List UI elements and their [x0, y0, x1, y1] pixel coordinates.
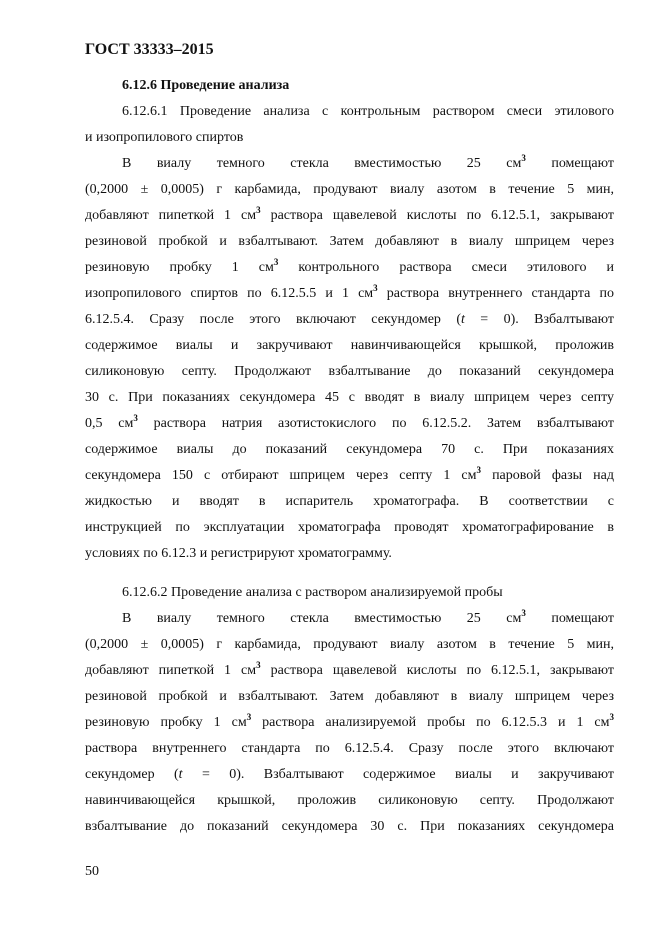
paragraph-line: 30 с. При показаниях секундомера 45 с вводят в виалу шприцем через септу [85, 390, 614, 405]
paragraph-line: 6.12.5.4. Сразу после этого включают секундомер (t = 0). Взбалтывают [85, 312, 614, 327]
paragraph-line: 0,5 $см^3$ раствора натрия азотистокислого по 6.12.5.2. Затем взбалтывают [85, 413, 614, 431]
subsection-6-12-6-2 [85, 580, 614, 840]
page-number: 50 [85, 864, 99, 879]
paragraph-line: изопропилового спиртов по 6.12.5.5 и 1 $см^3$ раствора внутреннего стандарта по [85, 283, 614, 301]
paragraph-line: секундомер (t = 0). Взбалтывают содержимое виалы и закручивают [85, 767, 614, 782]
paragraph-line: секундомера 150 с отбирают шприцем через септу 1 $см^3$ паровой фазы над [85, 465, 614, 483]
section-heading: 6.12.6 Проведение анализа [122, 78, 290, 93]
paragraph-line: силиконовую септу. Продолжают взбалтывание до показаний секундомера [85, 364, 614, 379]
paragraph-line: В виалу темного стекла вместимостью 25 $см^3$ помещают [122, 153, 615, 171]
subsection-6-12-6-1 [85, 99, 614, 567]
paragraph-line: жидкостью и вводят в испаритель хроматографа. В соответствии с [85, 494, 614, 509]
paragraph-line: раствора внутреннего стандарта по 6.12.5.4. Сразу после этого включают [85, 741, 614, 756]
paragraph-line: (0,2000 ± 0,0005) г карбамида, продувают виалу азотом в течение 5 мин, [85, 182, 614, 197]
paragraph-line: резиновую пробку 1 $см^3$ контрольного раствора смеси этилового и [85, 257, 614, 275]
subsection-heading-line: 6.12.6.1 Проведение анализа с контрольным раствором смеси этилового [122, 104, 614, 119]
paragraph-line: резиновой пробкой и взбалтывают. Затем добавляют в виалу шприцем через [85, 689, 614, 704]
paragraph-line: содержимое виалы до показаний секундомера 70 с. При показаниях [85, 442, 614, 457]
paragraph-line: (0,2000 ± 0,0005) г карбамида, продувают виалу азотом в течение 5 мин, [85, 637, 614, 652]
paragraph-line: добавляют пипеткой 1 $см^3$ раствора щавелевой кислоты по 6.12.5.1, закрывают [85, 205, 615, 223]
paragraph-line: резиновую пробку 1 $см^3$ раствора анализируемой пробы по 6.12.5.3 и 1 $см^3$ [85, 712, 614, 730]
paragraph-line: навинчивающейся крышкой, проложив силиконовую септу. Продолжают [85, 793, 614, 808]
subsection-heading-line: 6.12.6.2 Проведение анализа с раствором анализируемой пробы [122, 585, 503, 600]
paragraph-line: содержимое виалы и закручивают навинчивающейся крышкой, проложив [85, 338, 614, 353]
paragraph-line: условиях по 6.12.3 и регистрируют хроматограмму. [85, 546, 392, 561]
paragraph-line: инструкцией по эксплуатации хроматографа проводят хроматографирование в [85, 520, 614, 535]
paragraph-line: добавляют пипеткой 1 $см^3$ раствора щавелевой кислоты по 6.12.5.1, закрывают [85, 660, 615, 678]
paragraph-line: В виалу темного стекла вместимостью 25 $см^3$ помещают [122, 608, 615, 626]
document-header: ГОСТ 33333–2015 [85, 41, 214, 58]
paragraph-line: резиновой пробкой и взбалтывают. Затем добавляют в виалу шприцем через [85, 234, 614, 249]
subsection-heading-line: и изопропилового спиртов [85, 130, 244, 145]
paragraph-line: взбалтывание до показаний секундомера 30 с. При показаниях секундомера [85, 819, 614, 834]
